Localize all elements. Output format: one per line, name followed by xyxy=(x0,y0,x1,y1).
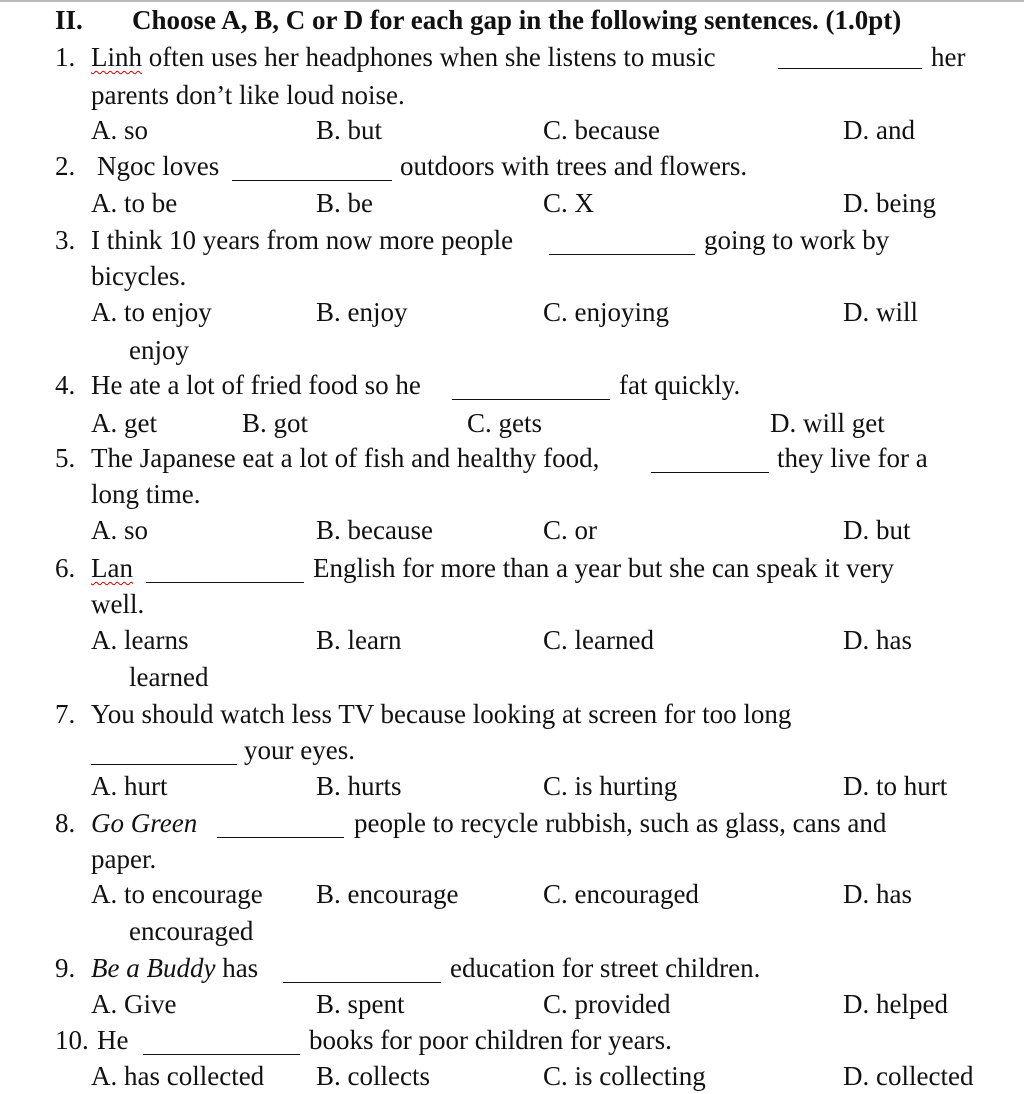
question-4-line1-end: fat quickly. xyxy=(619,370,741,400)
question-2-blank[interactable] xyxy=(232,158,392,181)
question-9-option-b[interactable]: B. spent xyxy=(316,989,405,1019)
section-title: Choose A, B, C or D for each gap in the following sentences. (1.0pt) xyxy=(132,5,902,35)
section-number: II. xyxy=(55,5,83,35)
question-9-organization: Be a Buddy xyxy=(91,953,216,983)
question-9-line1: Be a Buddy has xyxy=(91,953,259,983)
question-2-option-d[interactable]: D. being xyxy=(843,188,936,218)
question-5-option-d[interactable]: D. but xyxy=(843,515,911,545)
question-1-number: 1. xyxy=(55,42,76,72)
question-1-option-c[interactable]: C. because xyxy=(543,115,660,145)
question-7-option-a[interactable]: A. hurt xyxy=(91,771,168,801)
question-7-number: 7. xyxy=(55,699,76,729)
question-5-option-a[interactable]: A. so xyxy=(91,515,149,545)
question-8-option-d[interactable]: D. has xyxy=(843,879,912,909)
question-2-option-b[interactable]: B. be xyxy=(316,188,373,218)
question-10-number: 10. xyxy=(55,1025,89,1055)
question-9-blank[interactable] xyxy=(283,960,441,983)
question-4-option-b[interactable]: B. got xyxy=(242,408,309,438)
question-8-blank[interactable] xyxy=(217,815,344,838)
question-6-option-c[interactable]: C. learned xyxy=(543,625,654,655)
question-3-line1-end: going to work by xyxy=(704,225,890,255)
question-10-option-b[interactable]: B. collects xyxy=(316,1061,430,1091)
question-10-option-d[interactable]: D. collected xyxy=(843,1061,974,1091)
question-8-option-b[interactable]: B. encourage xyxy=(316,879,459,909)
question-9-option-a[interactable]: A. Give xyxy=(91,989,177,1019)
question-8-number: 8. xyxy=(55,808,76,838)
question-2-option-c[interactable]: C. X xyxy=(543,188,595,218)
question-3-option-a-continued: enjoy xyxy=(129,335,189,365)
question-1-line1: Linh often uses her headphones when she listens to music xyxy=(91,42,716,72)
question-2-option-a[interactable]: A. to be xyxy=(91,188,178,218)
question-7-option-b[interactable]: B. hurts xyxy=(316,771,402,801)
question-3-option-a[interactable]: A. to enjoy xyxy=(91,297,212,327)
question-6-option-a[interactable]: A. learns xyxy=(91,625,189,655)
question-8-option-a-continued: encouraged xyxy=(129,916,254,946)
question-4-number: 4. xyxy=(55,370,76,400)
question-3-line2: bicycles. xyxy=(91,261,187,291)
question-4-blank[interactable] xyxy=(452,377,610,400)
question-6-option-a-continued: learned xyxy=(129,662,209,692)
question-1-blank[interactable] xyxy=(778,46,922,69)
question-10-option-a[interactable]: A. has collected xyxy=(91,1061,265,1091)
question-3-option-d[interactable]: D. will xyxy=(843,297,919,327)
question-7-line1: You should watch less TV because looking at screen for too long xyxy=(91,699,792,729)
question-5-line1: The Japanese eat a lot of fish and healthy food, xyxy=(91,443,600,473)
question-1-option-d[interactable]: D. and xyxy=(843,115,915,145)
question-10-line1: He xyxy=(97,1025,129,1055)
question-8-organization: Go Green xyxy=(91,808,198,838)
question-6-option-b[interactable]: B. learn xyxy=(316,625,402,655)
question-1-line2: parents don’t like loud noise. xyxy=(91,80,405,110)
question-5-line1-end: they live for a xyxy=(777,443,928,473)
question-9-number: 9. xyxy=(55,953,76,983)
question-5-option-b[interactable]: B. because xyxy=(316,515,433,545)
question-3-blank[interactable] xyxy=(549,232,695,255)
question-4-option-a[interactable]: A. get xyxy=(91,408,157,438)
question-8-option-a[interactable]: A. to encourage xyxy=(91,879,263,909)
question-3-number: 3. xyxy=(55,225,76,255)
question-6-line1-end: English for more than a year but she can speak it very xyxy=(313,553,895,583)
question-1-option-b[interactable]: B. but xyxy=(316,115,383,145)
question-8-line1-end: people to recycle rubbish, such as glass, cans and xyxy=(354,808,887,838)
question-7-blank[interactable] xyxy=(91,742,237,765)
page-top-border xyxy=(0,0,1024,2)
question-5-option-c[interactable]: C. or xyxy=(543,515,597,545)
question-8-option-c[interactable]: C. encouraged xyxy=(543,879,699,909)
question-6-name: Lan xyxy=(91,553,133,583)
question-10-blank[interactable] xyxy=(143,1032,300,1055)
question-4-option-c[interactable]: C. gets xyxy=(467,408,543,438)
question-3-option-c[interactable]: C. enjoying xyxy=(543,297,669,327)
question-7-line2: your eyes. xyxy=(244,735,355,765)
question-7-option-c[interactable]: C. is hurting xyxy=(543,771,678,801)
question-9-line1-end: education for street children. xyxy=(450,953,761,983)
question-6-line2: well. xyxy=(91,589,145,619)
question-7-option-d[interactable]: D. to hurt xyxy=(843,771,948,801)
question-3-option-b[interactable]: B. enjoy xyxy=(316,297,408,327)
question-6-number: 6. xyxy=(55,553,76,583)
question-5-blank[interactable] xyxy=(651,450,769,473)
question-6-blank[interactable] xyxy=(146,560,304,583)
question-9-option-d[interactable]: D. helped xyxy=(843,989,948,1019)
question-3-line1: I think 10 years from now more people xyxy=(91,225,514,255)
question-10-option-c[interactable]: C. is collecting xyxy=(543,1061,706,1091)
question-4-option-d[interactable]: D. will get xyxy=(770,408,885,438)
question-5-number: 5. xyxy=(55,443,76,473)
question-1-line1-end: her xyxy=(931,42,966,72)
question-9-option-c[interactable]: C. provided xyxy=(543,989,671,1019)
question-2-number: 2. xyxy=(55,151,76,181)
question-1-option-a[interactable]: A. so xyxy=(91,115,149,145)
question-2-line1-end: outdoors with trees and flowers. xyxy=(400,151,748,181)
question-4-line1: He ate a lot of fried food so he xyxy=(91,370,421,400)
question-2-line1: Ngoc loves xyxy=(97,151,220,181)
question-5-line2: long time. xyxy=(91,479,201,509)
question-1-name: Linh xyxy=(91,42,142,72)
question-6-option-d[interactable]: D. has xyxy=(843,625,912,655)
question-8-line2: paper. xyxy=(91,844,157,874)
question-10-line1-end: books for poor children for years. xyxy=(309,1025,672,1055)
